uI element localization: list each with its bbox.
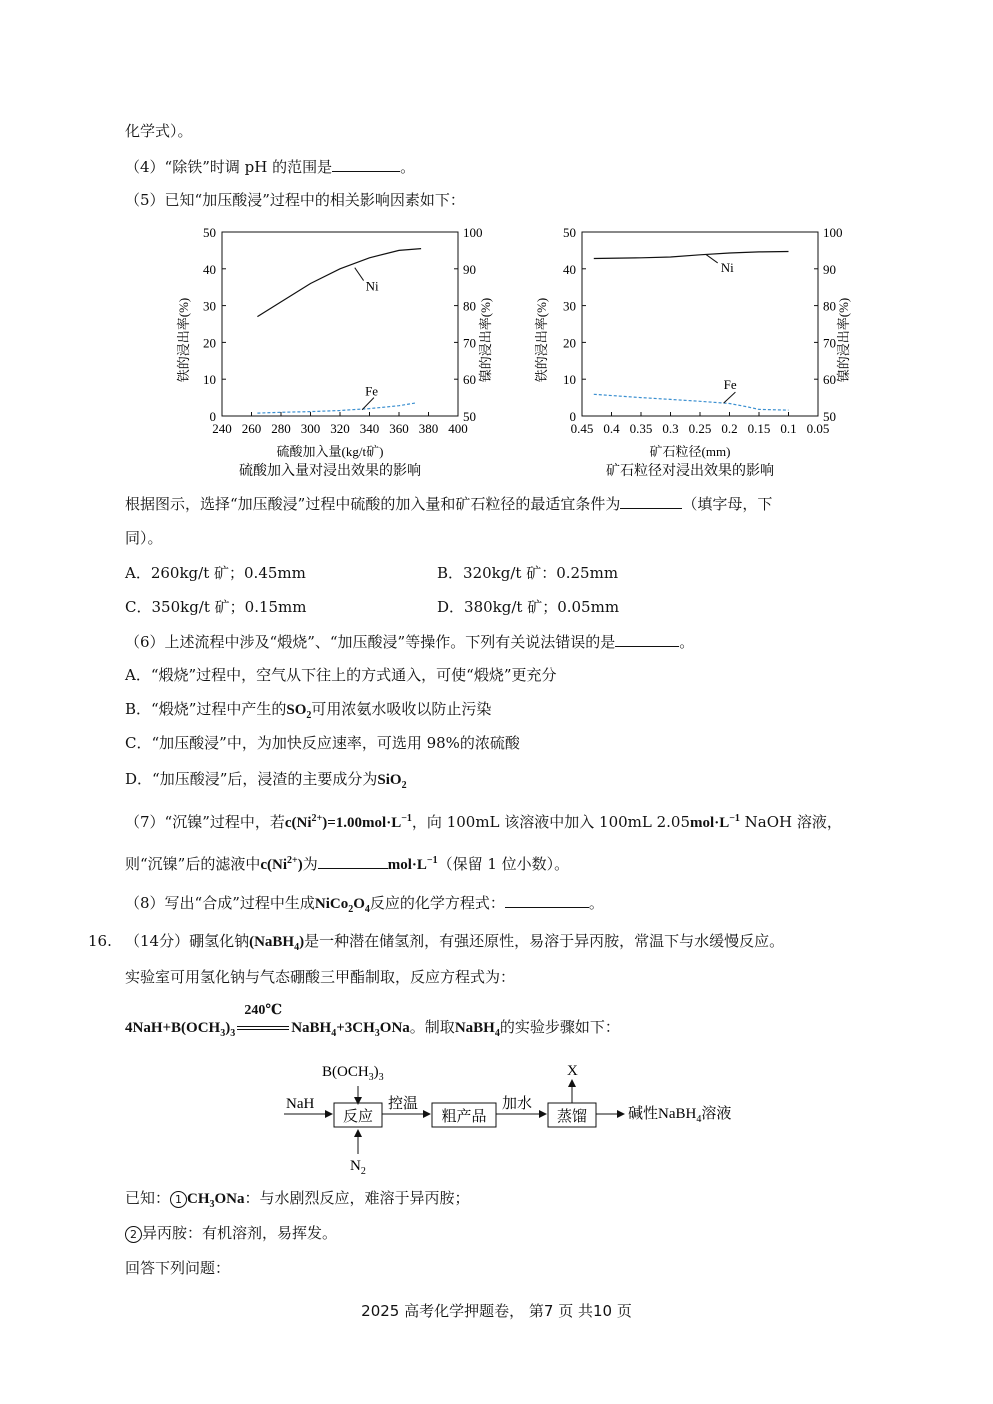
chart2-series-ni (594, 252, 789, 259)
q6-d-formula: SiO$_2$ (377, 772, 407, 791)
q6-option-c[interactable]: C．“加压酸浸”中，为加快反应速率，可选用 98%的浓硫酸 (125, 734, 520, 752)
chart2-y2tick-label: 90 (823, 261, 836, 277)
answer-prompt: 回答下列问题： (125, 1259, 231, 1277)
page-footer: 2025 高考化学押题卷， 第7 页 共10 页 (361, 1302, 632, 1320)
chart1-xtick-label: 400 (448, 421, 468, 436)
q6-b-formula: $SO_2$ (286, 702, 312, 721)
chart1-ni-label: Ni (365, 278, 379, 294)
q6-b-tail: 可用浓氨水吸收以防止污染 (311, 700, 492, 718)
chart2-ytick-label: 0 (569, 409, 576, 424)
chart1-xtick-label: 240 (212, 421, 232, 436)
chart2-xtick-label: 0.4 (603, 421, 620, 436)
svg-text:蒸馏: 蒸馏 (556, 1109, 588, 1125)
flow-output: 碱性NaBH$_4$溶液 (628, 1106, 732, 1125)
chart1-ni-leader (355, 268, 364, 281)
question-7-line2: 则“沉镍”后的滤液中$c(Ni^{2+})$为 $mol\cdot L^{-1}$（保留 1 位小数）。 (125, 850, 569, 876)
chart1-y2tick-label: 90 (463, 261, 476, 277)
flow-output-x: X (567, 1063, 578, 1079)
q5-option-d[interactable]: D．380kg/t 矿；0.05mm (437, 598, 620, 616)
q6-b-text: B．“煅烧”过程中产生的 (125, 700, 287, 718)
flow-input-bottom: $N_2$ (350, 1158, 366, 1177)
q6-option-b[interactable] (125, 698, 491, 727)
q6-end: 。 (679, 633, 695, 651)
chart1-y2tick-label: 100 (463, 225, 483, 240)
chart2-y2tick-label: 60 (823, 372, 836, 388)
q6-d-text: D．“加压酸浸”后，浸渣的主要成分为 (125, 770, 378, 788)
chart1-title: 硫酸加入量对浸出效果的影响 (239, 464, 421, 479)
chart1-y2tick-label: 70 (463, 335, 476, 351)
chart1-ytick-label: 30 (203, 298, 216, 314)
chart1-fe-label: Fe (365, 383, 379, 399)
q5-option-c[interactable]: C．350kg/t 矿；0.15mm (125, 598, 307, 616)
chart2-ytick-label: 40 (563, 261, 576, 277)
nabh4-formula: (NaBH$_4$) (249, 934, 305, 953)
flow-arrow-label-2: 加水 (502, 1096, 533, 1112)
question-8: （8）写出“合成”过程中生成$NiCo_2O_4$反应的化学方程式： 。 (125, 891, 604, 921)
chart1-xtick-label: 340 (359, 421, 380, 436)
chart1-ytick-label: 40 (203, 261, 216, 277)
q5-ask-tail: （填字母，下 (682, 495, 773, 513)
chart2-title: 矿石粒径对浸出效果的影响 (606, 464, 774, 479)
q4-blank[interactable] (332, 155, 400, 172)
chart1-xtick-label: 320 (330, 421, 350, 436)
chart1-xtick-label: 260 (241, 421, 262, 436)
circled-number-1: 1 (170, 1191, 187, 1208)
chart2-xtick-label: 0.15 (747, 421, 771, 436)
chart2-xtick-label: 0.35 (629, 421, 653, 436)
chart2-fe-leader (724, 392, 736, 403)
chart2-y2tick-label: 80 (823, 298, 836, 314)
chart2-frame (582, 232, 818, 416)
chart1-y2tick-label: 60 (463, 372, 476, 388)
question-7: （7）“沉镍”过程中，若$c(Ni^{2+})=1.00mol\cdot L^{-1}$，向 100mL 该溶液中加入 100mL $2.05mol\cdot L^{-1}$ NaOH 溶液， (125, 813, 842, 831)
flow-input-left: NaH (286, 1096, 315, 1112)
q7-blank[interactable] (318, 852, 388, 869)
question-5: （5）已知“加压酸浸”过程中的相关影响因素如下： (125, 191, 465, 209)
flow-arrow-label-1: 控温 (388, 1096, 419, 1112)
chart2-series-fe (594, 394, 789, 410)
q8-formula: $NiCo_2O_4$ (314, 896, 370, 915)
chart2-xtick-label: 0.05 (806, 421, 830, 436)
question-4 (125, 155, 415, 178)
q6-text: （6）上述流程中涉及“煅烧”、“加压酸浸”等操作。下列有关说法错误的是 (125, 633, 616, 651)
chart2-xtick-label: 0.1 (780, 421, 797, 436)
chart2-ytick-label: 10 (563, 372, 576, 388)
process-flow-diagram (280, 1058, 760, 1178)
q4-text: （4）“除铁”时调 pH 的范围是 (125, 158, 333, 176)
known-2: 2 异丙胺：有机溶剂，易挥发。 (125, 1222, 337, 1244)
chart2-y2tick-label: 50 (823, 409, 836, 424)
chart2-xlabel: 矿石粒径(mm) (649, 444, 731, 459)
chart1-series-ni (257, 249, 421, 317)
chart1-ytick-label: 0 (209, 409, 216, 424)
chart2-y2tick-label: 70 (823, 335, 836, 351)
question-16-line2: 实验室可用氢化钠与气态硼酸三甲酯制取，反应方程式为： (125, 968, 516, 986)
q5-option-b[interactable]: B．320kg/t 矿：0.25mm (437, 564, 619, 582)
chart1-xtick-label: 380 (418, 421, 439, 436)
q5-blank[interactable] (620, 492, 682, 509)
text-line-0: 化学式）。 (125, 122, 193, 140)
chart2-xtick-label: 0.3 (662, 421, 679, 436)
chart2-xtick-label: 0.25 (688, 421, 712, 436)
chart1-y2label: 镍的浸出率(%) (478, 297, 493, 383)
chart-sulfuric-acid (170, 220, 500, 485)
q7-ni-conc: $c(Ni^{2+})$ (284, 813, 328, 831)
question-5-ask-2: 同）。 (125, 529, 163, 547)
q5-ask-text: 根据图示，选择“加压酸浸”过程中硫酸的加入量和矿石粒径的最适宜条件为 (125, 495, 621, 513)
question-16-number: 16. (88, 932, 112, 950)
chart2-y2label: 镍的浸出率(%) (836, 297, 851, 383)
question-16: （14分）硼氢化钠(NaBH$_4$)是一种潜在储氢剂，有强还原性，易溶于异丙胺，常温下与水缓慢反应。 (125, 932, 785, 953)
svg-text:反应: 反应 (342, 1109, 374, 1125)
question-6 (125, 630, 694, 653)
q5-option-a[interactable]: A．260kg/t 矿；0.45mm (125, 564, 306, 582)
reaction-equation: $4NaH+B(OCH_3)_3$ 240℃ $NaBH_4+3CH_3ONa$。制取NaBH$_4$的实验步骤如下： (125, 1003, 620, 1039)
chart-particle-size (530, 220, 860, 485)
chart1-ytick-label: 20 (203, 335, 216, 351)
chart1-y2tick-label: 80 (463, 298, 476, 314)
q6-option-a[interactable]: A．“煅烧”过程中，空气从下往上的方式通入，可使“煅烧”更充分 (125, 666, 557, 684)
flow-input-top: $B(OCH_3)_3$ (322, 1064, 384, 1083)
chart1-ytick-label: 10 (203, 372, 216, 388)
q4-end: 。 (400, 158, 416, 176)
known-1: 已知： 1 $CH_3ONa$：与水剧烈反应，难溶于异丙胺； (125, 1189, 470, 1210)
circled-number-2: 2 (125, 1226, 142, 1243)
chart2-ytick-label: 20 (563, 335, 576, 351)
chart1-fe-leader (362, 398, 374, 410)
chart2-ni-leader (706, 254, 718, 262)
chart1-xtick-label: 300 (300, 421, 321, 436)
chart1-ylabel: 铁的浸出率(%) (176, 297, 191, 383)
chart2-xtick-label: 0.45 (570, 421, 594, 436)
chart1-frame (222, 232, 458, 416)
chart2-ylabel: 铁的浸出率(%) (534, 297, 549, 383)
chart2-ni-label: Ni (720, 259, 734, 275)
chart2-xtick-label: 0.2 (721, 421, 738, 436)
question-5-ask (125, 492, 772, 515)
chart2-fe-label: Fe (723, 377, 737, 393)
q6-blank[interactable] (615, 630, 679, 647)
chart2-ytick-label: 50 (563, 225, 576, 240)
chart1-xtick-label: 360 (389, 421, 409, 436)
chart1-xlabel: 硫酸加入量(kg/t矿) (276, 444, 384, 459)
chart2-y2tick-label: 100 (823, 225, 843, 240)
chart1-xtick-label: 280 (271, 421, 291, 436)
chart1-series-fe (257, 403, 416, 413)
q6-option-d[interactable] (125, 768, 407, 797)
chart1-ytick-label: 50 (203, 225, 216, 240)
reaction-condition: 240℃ (235, 1016, 291, 1038)
chart2-ytick-label: 30 (563, 298, 576, 314)
svg-text:粗产品: 粗产品 (441, 1109, 487, 1125)
chart1-y2tick-label: 50 (463, 409, 476, 424)
q8-blank[interactable] (505, 891, 589, 908)
